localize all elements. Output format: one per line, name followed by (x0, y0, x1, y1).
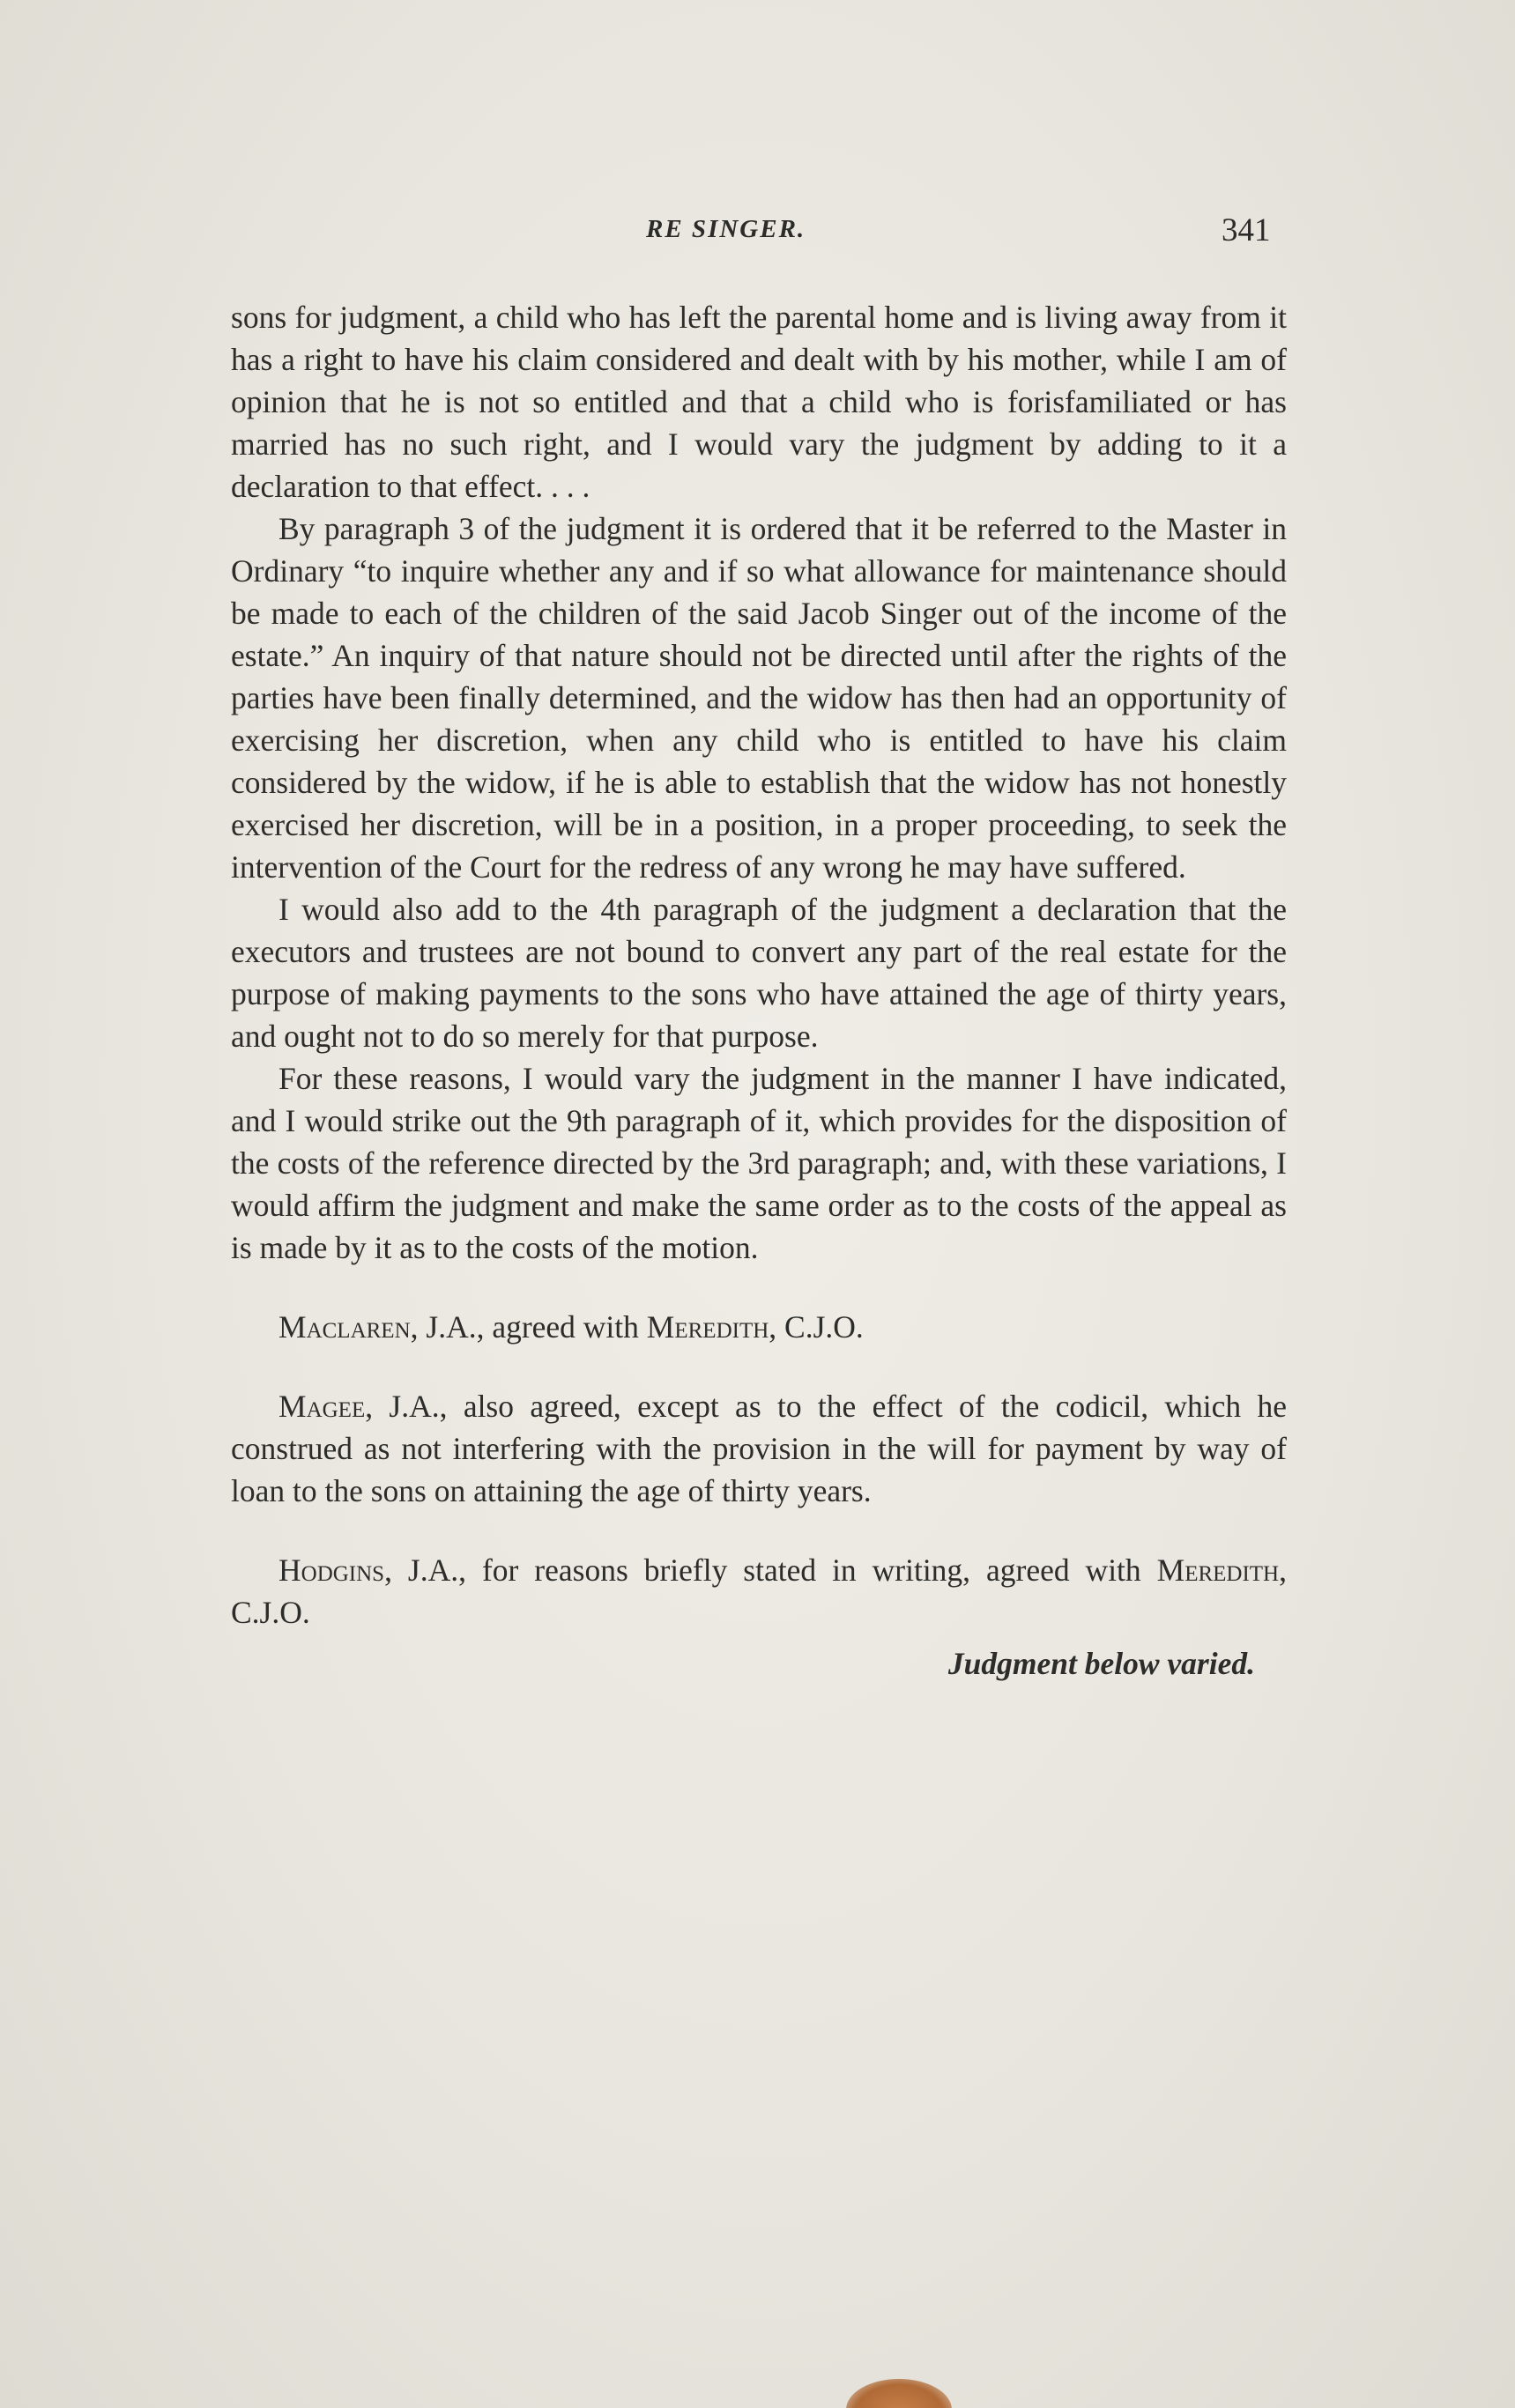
chief-justice-name: Meredith (646, 1309, 769, 1345)
judge-name: Magee (278, 1389, 366, 1424)
page-number: 341 (1222, 212, 1271, 248)
paragraph-declaration: I would also add to the 4th paragraph of the judgment a declaration that the executors and trustees are not bound to convert any part of the real estate for the purpose of making payments to the sons who have attained the age of thirty years, and ought not to do so merely for that purpose. (231, 892, 1287, 1054)
concurrence-magee: Magee, J.A., also agreed, except as to the effect of the codicil, which he construed as not interfering with the provision in the will for payment by way of loan to the sons on attaining the age of thirty years. (231, 1389, 1287, 1508)
judgment-result: Judgment below varied. (947, 1646, 1255, 1681)
paragraph-referral: By paragraph 3 of the judgment it is ordered that it be referred to the Master in Ordinary “to inquire whether any and if so what allowance for maintenance should be made to each of the children of the said Jacob Singer out of the income of the estate.” An inquiry of that nature should not be directed until after the rights of the parties have been finally determined, and the widow has then had an opportunity of exercising her discretion, when any child who is entitled to have his claim considered by the widow, if he is able to establish that the widow has not honestly exercised her discretion, will be in a position, in a proper proceeding, to seek the intervention of the Court for the redress of any wrong he may have suffered. (231, 511, 1287, 885)
judge-name: Maclaren (278, 1309, 411, 1345)
paragraph-continuation: sons for judgment, a child who has left the parental home and is living away from it has a right to have his claim considered and dealt with by his mother, while I am of opinion that he is not so entitled and that a child who is forisfamiliated or has married has no such right, and I would vary the judgment by adding to it a declaration to that effect. . . . (231, 300, 1287, 504)
paragraph-conclusion: For these reasons, I would vary the judgment in the manner I have indicated, and I would strike out the 9th paragraph of it, which provides for the disposition of the costs of the reference directed by the 3rd paragraph; and, with these variations, I would affirm the judgment and make the same order as to the costs of the appeal as is made by it as to the costs of the motion. (231, 1061, 1287, 1265)
running-title: RE SINGER. (646, 215, 806, 243)
scanner-thumb (846, 2379, 952, 2408)
chief-justice-name: Meredith (1156, 1552, 1280, 1588)
judge-name: Hodgins (278, 1552, 385, 1588)
body-text (231, 296, 1287, 1685)
concurrence-hodgins: Hodgins, J.A., for reasons briefly stated in writing, agreed with Meredith, C.J.O. (231, 1552, 1287, 1630)
page-header (0, 212, 1515, 259)
concurrence-maclaren: Maclaren, J.A., agreed with Meredith, C.J.O. (278, 1309, 864, 1345)
